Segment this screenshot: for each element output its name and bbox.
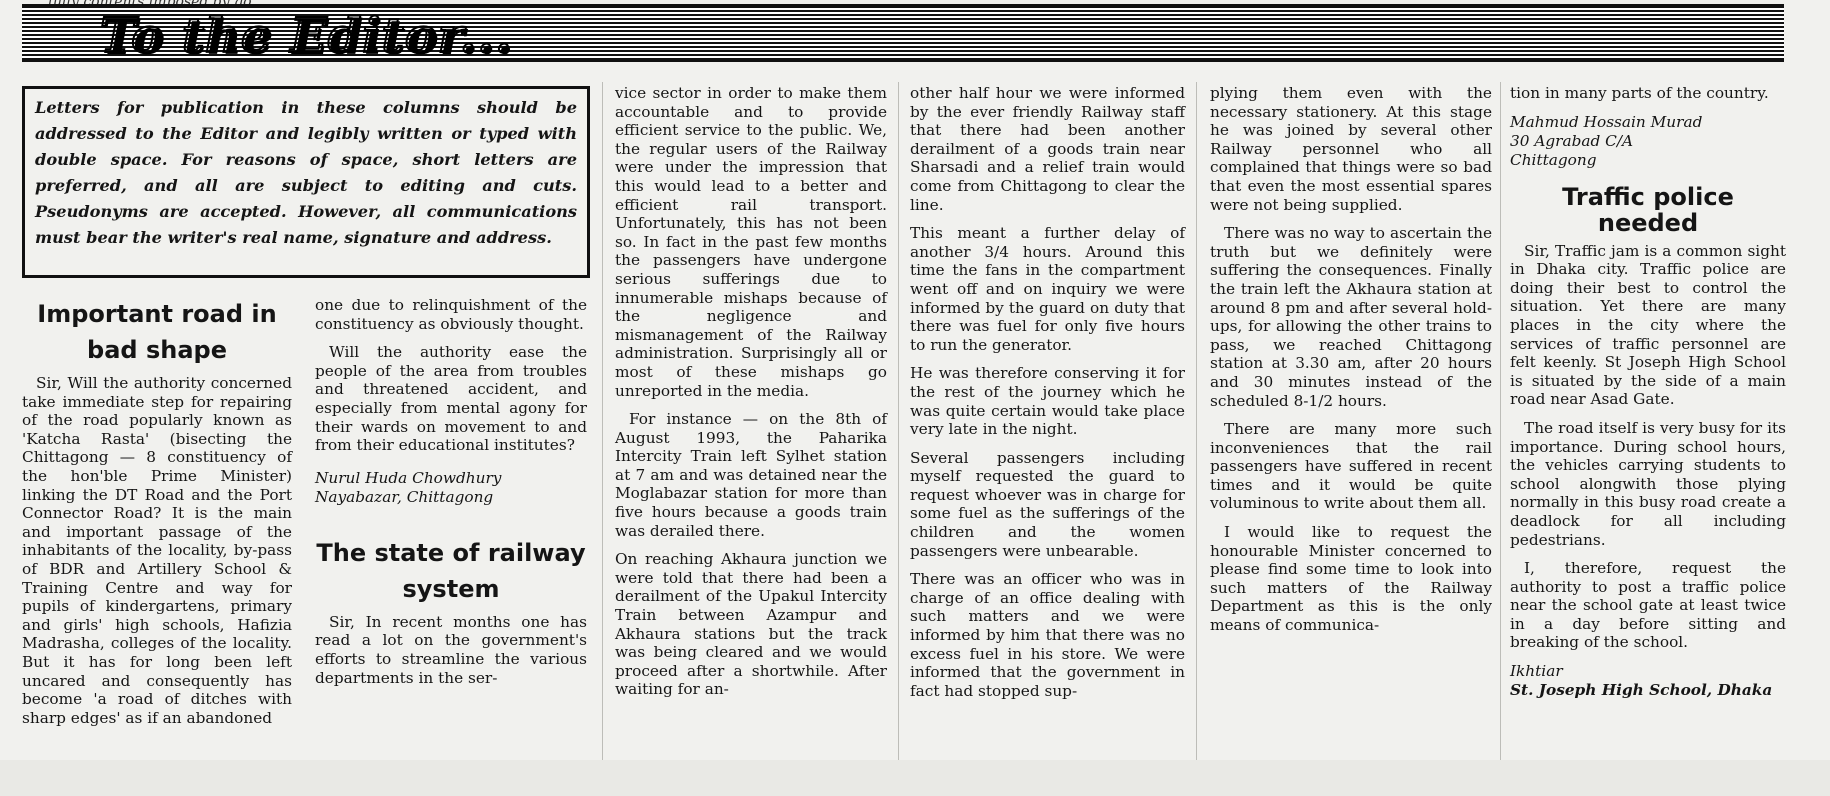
letter2-body-13: I would like to request the honourable Minister concerned to please find some time to look into such matters of the Railway Department as this is the only means of communica- — [1210, 523, 1492, 635]
letter2-body-10: plying them even with the necessary stationery. At this stage he was joined by several other Railway personnel who all complained that things were so bad that even the most essential spares were not being supplied. — [1210, 84, 1492, 214]
letter3-body-1: Sir, Traffic jam is a common sight in Dhaka city. Traffic police are doing their best to control the situation. Yet there are many places in the city where the services of traffic personnel are felt keenly. St Joseph High School is situated by the side of a main road near Asad Gate. — [1510, 241, 1786, 409]
section-banner — [22, 4, 1784, 62]
letter1-body-a: Sir, Will the authority concerned take immediate step for repairing of the road popularly known as 'Katcha Rasta' (bisecting the Chittagong — 8 constituency of the hon'ble Prime Minister) linking the DT Road and the Port Connector Road? It is the main and important passage of the inhabitants of the locality, by-pass of BDR and Artillery School & Training Centre and way for pupils of kindergartens, primary and girls' high schools, Hafizia Madrasha, colleges of the locality. But it has for long been left uncared and consequently has become 'a road of ditches with sharp edges' as if an abandoned — [22, 374, 292, 727]
letter2-signer-address-1: 30 Agrabad C/A — [1510, 131, 1634, 150]
letter2-body-5: other half hour we were informed by the ever friendly Railway staff that there had been another derailment of a goods train near Sharsadi and a relief train would come from Chittagong to clear the line. — [910, 84, 1185, 214]
letter2-headline: The state of railway system — [316, 538, 586, 603]
column-rule — [898, 82, 899, 762]
letter2-body-2: vice sector in order to make them accountable and to provide efficient service to the public. We, the regular users of the Railway were under the impression that this would lead to a better and efficient rail transport. Unfortunately, this has not been so. In fact in the past few months the passengers have undergone serious sufferings due to innumerable mishaps because of the negligence and mismanagement of the Railway administration. Surprisingly all or most of these mishaps go unreported in the media. — [615, 84, 887, 400]
letter3-headline: Traffic police needed — [1562, 182, 1734, 237]
letter2-body-11: There was no way to ascertain the truth but we definitely were suffering the consequences. Finally the train left the Akhaura station at around 8 pm and after several hold-ups, for allowing the other trains to pass, we reached Chittagong station at 3.30 am, after 20 hours and 30 minutes instead of the scheduled 8-1/2 hours. — [1210, 224, 1492, 410]
letter2-body-9: There was an officer who was in charge of an office dealing with such matters and we were informed by him that there was no excess fuel in his store. We were informed that the government in fact had stopped sup- — [910, 570, 1185, 700]
letter1-signer: Nurul Huda Chowdhury — [315, 468, 502, 487]
letter2-signer: Mahmud Hossain Murad — [1510, 112, 1703, 131]
editor-notice-text: Letters for publication in these columns should be addressed to the Editor and legibly written or typed with double space. For reasons of space, short letters are preferred, and all are subject to editing and cuts. Pseudonyms are accepted. However, all communications must bear the writer's real name, signature and address. — [35, 98, 577, 247]
letter2-body-7: He was therefore conserving it for the rest of the journey which he was quite certain would take place very late in the night. — [910, 364, 1185, 439]
letter3-body-2: The road itself is very busy for its importance. During school hours, the vehicles carrying students to school alongwith those plying normally in this busy road create a deadlock for all including pedestrians. — [1510, 418, 1786, 549]
letter1-body-c: Will the authority ease the people of the area from troubles and threatened accident, and especially from mental agony for their wards on movement to and from their educational institutes? — [315, 343, 587, 455]
column-5 — [1210, 84, 1492, 645]
letter2-body-14: tion in many parts of the country. — [1510, 84, 1769, 102]
column-3 — [615, 84, 887, 709]
section-title: To the Editor... — [100, 8, 513, 64]
letter2-body-3: For instance — on the 8th of August 1993, the Paharika Intercity Train left Sylhet station at 7 am and was detained near the Moglabazar station for more than five hours because a goods train was derailed there. — [615, 410, 887, 540]
letter2-body-8: Several passengers including myself requested the guard to request whoever was in charge for some fuel as the sufferings of the children and the women passengers were unbearable. — [910, 448, 1185, 560]
letter3-signature — [1510, 662, 1786, 700]
column-rule — [1500, 82, 1501, 762]
letter2-body-1: Sir, In recent months one has read a lot on the government's efforts to streamline the various departments in the ser- — [315, 612, 587, 687]
letter2-signature — [1510, 113, 1786, 170]
page-margin — [0, 760, 1830, 796]
column-4 — [910, 84, 1185, 710]
letter1-headline: Important road in bad shape — [37, 300, 277, 364]
letter2-signer-address-2: Chittagong — [1510, 150, 1597, 169]
letter2-body-6: This meant a further delay of another 3/4 hours. Around this time the fans in the compartment went off and on inquiry we were informed by the guard on duty that there was fuel for only five hours to run the generator. — [910, 224, 1185, 354]
letter2-body-4: On reaching Akhaura junction we were told that there had been a derailment of the Upakul Intercity Train between Azampur and Akhaura stations but the track was being cleared and we would proceed after a shortwhile. After waiting for an- — [615, 550, 887, 699]
letter3-signer-address: St. Joseph High School, Dhaka — [1510, 681, 1773, 700]
column-2 — [315, 296, 587, 697]
letter1-body-b: one due to relinquishment of the constituency as obviously thought. — [315, 296, 587, 333]
letter3-signer: Ikhtiar — [1510, 662, 1563, 681]
column-rule — [602, 82, 603, 762]
column-1 — [22, 296, 292, 737]
column-rule — [1196, 82, 1197, 762]
column-6 — [1510, 84, 1786, 714]
letter1-signature — [315, 469, 587, 507]
letter2-body-12: There are many more such inconveniences that the rail passengers have suffered in recent times and it would be quite voluminous to write about them all. — [1210, 420, 1492, 513]
letter3-body-3: I, therefore, request the authority to post a traffic police near the school gate at least twice in a day before sitting and breaking of the school. — [1510, 559, 1786, 652]
letter1-signer-address: Nayabazar, Chittagong — [315, 487, 494, 506]
editor-notice-box — [22, 86, 590, 278]
